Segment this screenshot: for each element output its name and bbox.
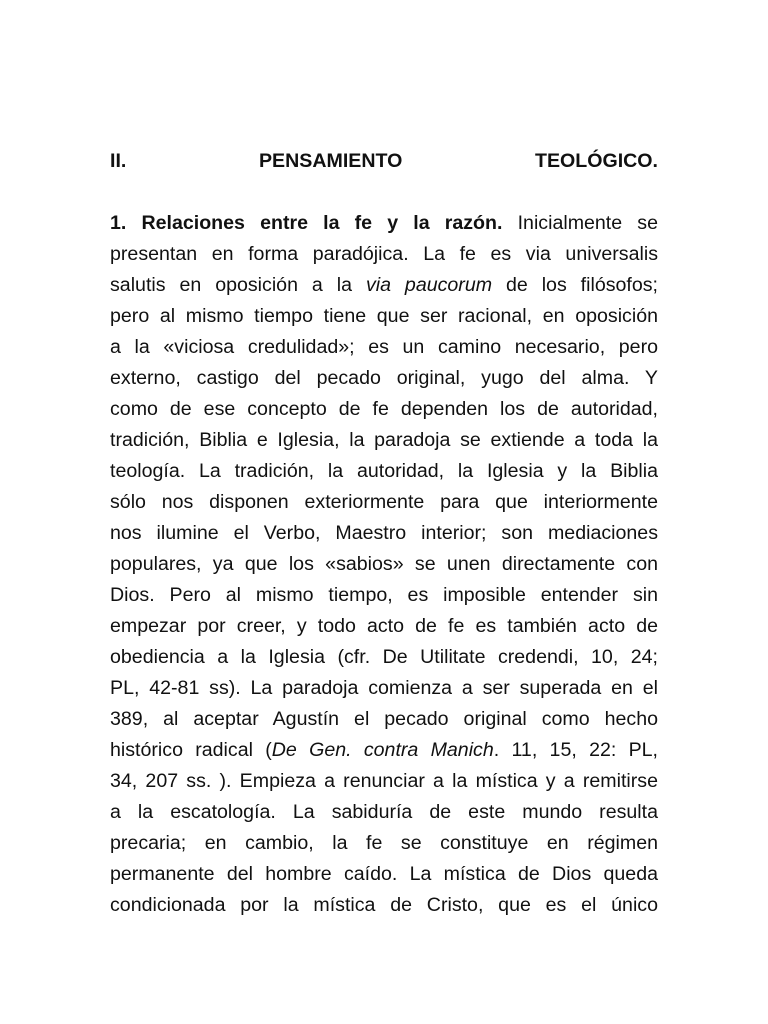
paragraph-line: [110, 766, 658, 797]
text-run: . 11, 15, 22: PL,: [493, 739, 659, 761]
text-run: nos ilumine el Verbo, Maestro interior; son mediaciones: [110, 522, 658, 544]
heading-spacer: [110, 177, 658, 208]
body-paragraph: [110, 208, 658, 921]
paragraph-line: [110, 704, 658, 735]
text-run: pero al mismo tiempo tiene que ser racional, en oposición: [110, 305, 658, 327]
paragraph-line: [110, 518, 658, 549]
paragraph-line: [110, 859, 658, 890]
text-run: condicionada por la mística de Cristo, que es el único: [110, 894, 658, 916]
section-heading: [110, 146, 658, 177]
heading-word-1: PENSAMIENTO: [258, 150, 403, 172]
section-title: 1. Relaciones entre la fe y la razón.: [110, 212, 503, 234]
paragraph-line: [110, 735, 658, 766]
heading-word-2: TEOLÓGICO.: [534, 150, 658, 172]
paragraph-line: [110, 363, 658, 394]
text-run: precaria; en cambio, la fe se constituye en régimen: [110, 832, 658, 854]
paragraph-line: [110, 611, 658, 642]
text-run: de los filósofos;: [492, 274, 659, 296]
heading-number: II.: [110, 150, 127, 172]
paragraph-line: [110, 332, 658, 363]
text-run: a la «viciosa credulidad»; es un camino necesario, pero: [110, 336, 658, 358]
text-run: obediencia a la Iglesia (cfr. De Utilitate credendi, 10, 24;: [110, 646, 658, 668]
paragraph-line: [110, 673, 658, 704]
document-page: [110, 146, 658, 921]
paragraph-line: [110, 425, 658, 456]
paragraph-line: [110, 301, 658, 332]
text-run: permanente del hombre caído. La mística de Dios queda: [110, 863, 658, 885]
paragraph-line: [110, 394, 658, 425]
paragraph-line: [110, 580, 658, 611]
paragraph-line: [110, 890, 658, 921]
paragraph-line: [110, 456, 658, 487]
text-run: sólo nos disponen exteriormente para que interiormente: [110, 491, 658, 513]
paragraph-line: [110, 549, 658, 580]
text-run: teología. La tradición, la autoridad, la Iglesia y la Biblia: [110, 460, 658, 482]
text-run: presentan en forma paradójica. La fe es via universalis: [110, 243, 658, 265]
paragraph-line: [110, 797, 658, 828]
text-run: histórico radical (: [110, 739, 272, 761]
text-run: PL, 42-81 ss). La paradoja comienza a ser superada en el: [110, 677, 658, 699]
paragraph-line: [110, 270, 658, 301]
text-run: externo, castigo del pecado original, yugo del alma. Y: [110, 367, 658, 389]
paragraph-line: [110, 642, 658, 673]
text-run: a la escatología. La sabiduría de este mundo resulta: [110, 801, 658, 823]
text-run: populares, ya que los «sabios» se unen directamente con: [110, 553, 658, 575]
text-run: Dios. Pero al mismo tiempo, es imposible entender sin: [110, 584, 658, 606]
italic-citation: via paucorum: [365, 274, 493, 296]
paragraph-line: [110, 208, 658, 239]
paragraph-line: [110, 239, 658, 270]
text-run: Inicialmente se: [502, 212, 658, 234]
text-run: tradición, Biblia e Iglesia, la paradoja se extiende a toda la: [110, 429, 658, 451]
text-run: 34, 207 ss. ). Empieza a renunciar a la mística y a remitirse: [110, 770, 658, 792]
text-run: salutis en oposición a la: [110, 274, 366, 296]
text-run: como de ese concepto de fe dependen los de autoridad,: [110, 398, 658, 420]
text-run: 389, al aceptar Agustín el pecado original como hecho: [110, 708, 658, 730]
text-run: empezar por creer, y todo acto de fe es también acto de: [110, 615, 658, 637]
paragraph-line: [110, 828, 658, 859]
italic-citation: De Gen. contra Manich: [271, 739, 494, 761]
paragraph-line: [110, 487, 658, 518]
